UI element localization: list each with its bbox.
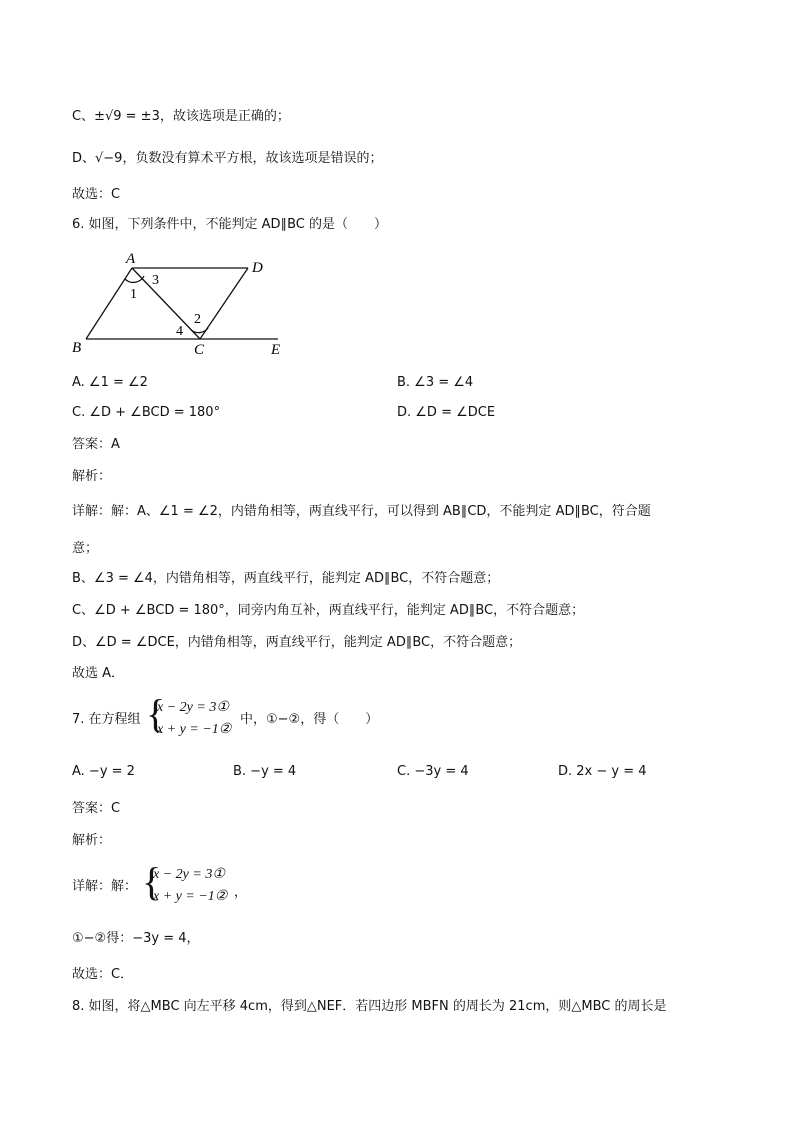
segment-ab — [86, 268, 132, 339]
label-c: C — [194, 342, 205, 358]
q7-detail-eq-1: x − 2y = 3① — [153, 867, 225, 882]
q7-detail-brace: { — [142, 859, 162, 904]
q7-option-b: B. −y = 4 — [233, 764, 297, 779]
q7-detail-prefix: 详解：解： — [72, 879, 138, 894]
question-8: 8. 如图，将△MBC 向左平移 4cm，得到△NEF．若四边形 MBFN 的周长为 21cm，则△MBC 的周长是 — [72, 999, 667, 1014]
q6-option-b: B. ∠3 = ∠4 — [397, 375, 474, 390]
parallelogram-figure — [68, 250, 308, 360]
prev-option-c: C、±√9 = ±3，故该选项是正确的； — [72, 109, 290, 124]
angle-label-1: 1 — [130, 287, 137, 302]
q6-analysis: 解析： — [72, 469, 112, 484]
angle-label-4: 4 — [176, 324, 183, 339]
q6-option-c: C. ∠D + ∠BCD = 180° — [72, 405, 221, 420]
label-b: B — [72, 340, 82, 356]
q7-choose: 故选：C． — [72, 967, 134, 982]
q7-detail-eq-2: x + y = −1② — [153, 889, 228, 904]
q7-equation-1: x − 2y = 3① — [157, 700, 229, 715]
q7-option-c: C. −3y = 4 — [397, 764, 469, 779]
q7-answer: 答案：C — [72, 801, 121, 816]
prev-option-d: D、√−9，负数没有算术平方根，故该选项是错误的； — [72, 151, 383, 166]
q7-option-d: D. 2x − y = 4 — [558, 764, 647, 779]
label-e: E — [271, 342, 281, 358]
q6-detail-line-2: 意； — [72, 541, 99, 556]
q6-choose: 故选 A． — [72, 666, 125, 681]
q7-option-a: A. −y = 2 — [72, 764, 135, 779]
question-7-prefix: 7. 在方程组 — [72, 712, 141, 727]
angle-label-2: 2 — [194, 312, 201, 327]
prev-answer: 故选：C — [72, 187, 121, 202]
q6-detail-line-1: 详解：解：A、∠1 = ∠2，内错角相等，两直线平行，可以得到 AB∥CD，不能判定 AD∥BC，符合题 — [72, 504, 651, 519]
q6-detail-c: C、∠D + ∠BCD = 180°，同旁内角互补，两直线平行，能判定 AD∥BC，不符合题意； — [72, 603, 585, 618]
q7-step: ①−②得：−3y = 4， — [72, 931, 200, 946]
q6-detail-b: B、∠3 = ∠4，内错角相等，两直线平行，能判定 AD∥BC，不符合题意； — [72, 571, 500, 586]
q7-detail-comma: ， — [234, 885, 248, 900]
question-6: 6. 如图，下列条件中，不能判定 AD∥BC 的是（ ） — [72, 217, 387, 232]
label-d: D — [252, 260, 263, 276]
question-7-suffix: 中，①−②，得（ ） — [240, 712, 379, 727]
q6-option-d: D. ∠D = ∠DCE — [397, 405, 496, 420]
q7-system-brace: { — [146, 691, 166, 736]
angle-label-3: 3 — [152, 273, 159, 288]
q6-option-a: A. ∠1 = ∠2 — [72, 375, 148, 390]
label-a: A — [126, 251, 136, 267]
q6-answer: 答案：A — [72, 437, 120, 452]
q7-analysis: 解析： — [72, 833, 112, 848]
q7-equation-2: x + y = −1② — [157, 722, 232, 737]
q6-detail-d: D、∠D = ∠DCE，内错角相等，两直线平行，能判定 AD∥BC，不符合题意； — [72, 635, 522, 650]
